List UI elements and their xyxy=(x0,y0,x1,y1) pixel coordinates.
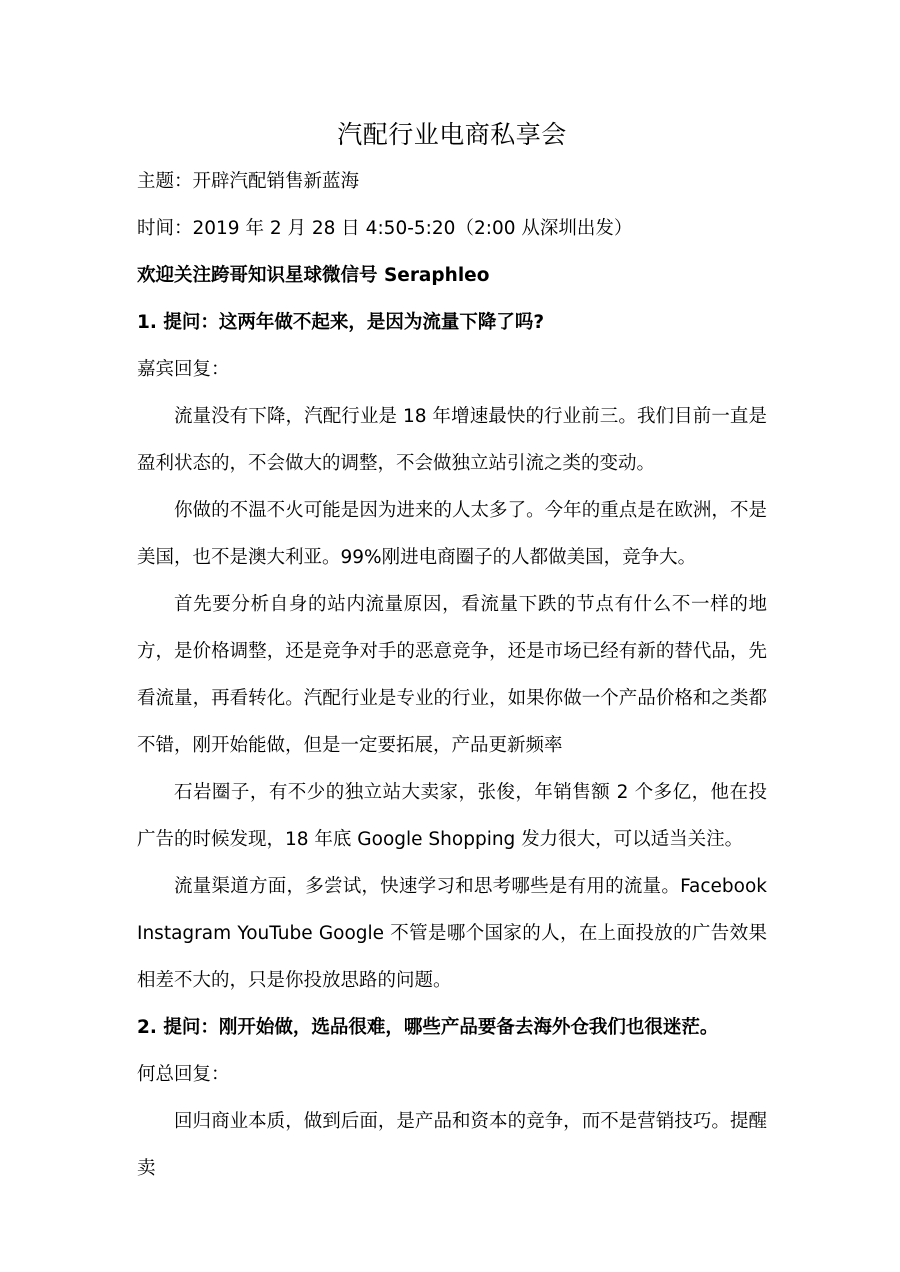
time-line: 时间：2019 年 2 月 28 日 4:50-5:20（2:00 从深圳出发） xyxy=(137,218,633,239)
reply-2-label: 何总回复： xyxy=(137,1064,230,1085)
reply-1-paragraph: 你做的不温不火可能是因为进来的人太多了。今年的重点是在欧洲，不是美国，也不是澳大利亚。99%刚进电商圈子的人都做美国，竞争大。 xyxy=(137,500,767,568)
follow-line: 欢迎关注跨哥知识星球微信号 Seraphleo xyxy=(137,265,490,286)
reply-1-paragraph: 首先要分析自身的站内流量原因，看流量下跌的节点有什么不一样的地方，是价格调整，还是竞争对手的恶意竞争，还是市场已经有新的替代品，先看流量，再看转化。汽配行业是专业的行业，如果你做一个产品价格和之类都不错，刚开始能做，但是一定要拓展，产品更新频率 xyxy=(137,594,767,756)
reply-2-paragraph: 回归商业本质，做到后面，是产品和资本的竞争，而不是营销技巧。提醒卖 xyxy=(137,1111,767,1179)
question-2: 2. 提问：刚开始做，选品很难，哪些产品要备去海外仓我们也很迷茫。 xyxy=(137,1017,719,1038)
reply-1-paragraph: 石岩圈子，有不少的独立站大卖家，张俊，年销售额 2 个多亿，他在投广告的时候发现，18 年底 Google Shopping 发力很大，可以适当关注。 xyxy=(137,782,767,850)
document-page xyxy=(137,112,767,1192)
reply-1-label: 嘉宾回复： xyxy=(137,359,230,380)
question-1: 1. 提问：这两年做不起来，是因为流量下降了吗? xyxy=(137,312,545,333)
document-title: 汽配行业电商私享会 xyxy=(337,120,567,149)
topic-line: 主题：开辟汽配销售新蓝海 xyxy=(137,171,360,192)
reply-1-paragraph: 流量没有下降，汽配行业是 18 年增速最快的行业前三。我们目前一直是盈利状态的，不会做大的调整，不会做独立站引流之类的变动。 xyxy=(137,406,767,474)
reply-1-paragraph: 流量渠道方面，多尝试，快速学习和思考哪些是有用的流量。Facebook Instagram YouTube Google 不管是哪个国家的人，在上面投放的广告效果相差不大的，只是你投放思路的问题。 xyxy=(137,876,767,991)
